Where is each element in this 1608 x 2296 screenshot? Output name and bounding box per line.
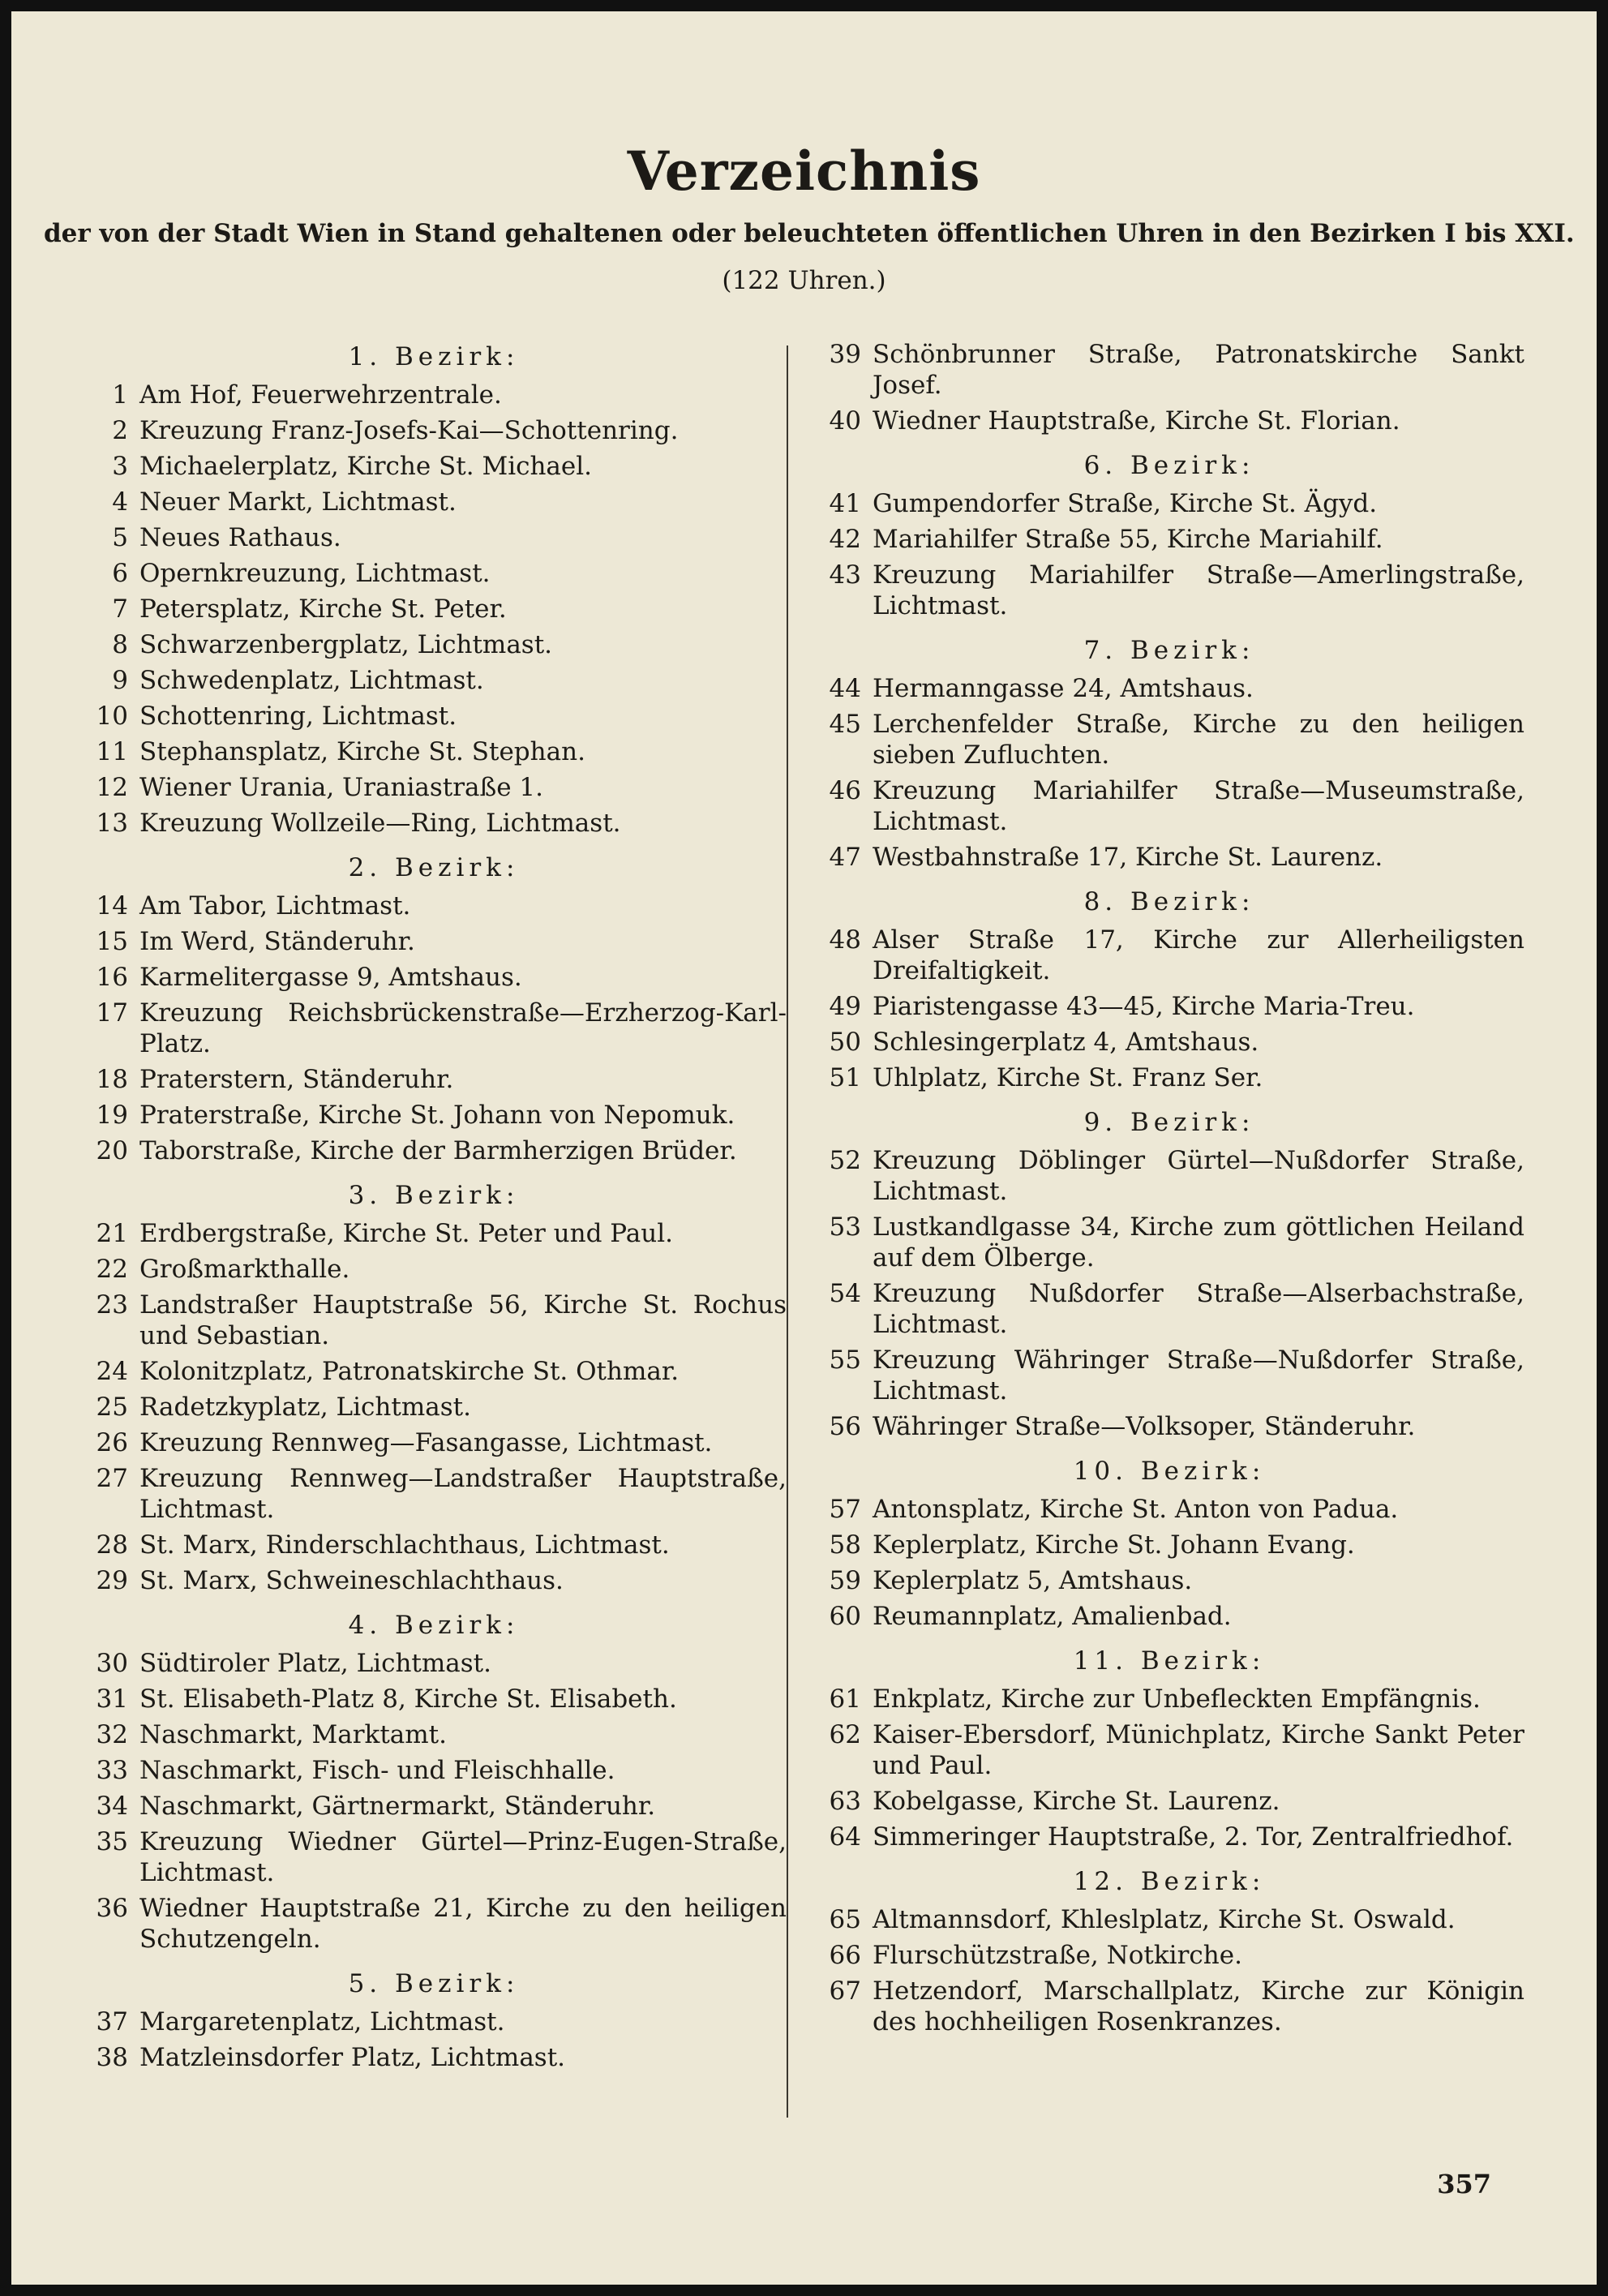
entry-text: Südtiroler Platz, Lichtmast. (139, 1649, 491, 1678)
entry-text: Schlesingerplatz 4, Amtshaus. (873, 1028, 1259, 1057)
entry-text: Reumannplatz, Amalienbad. (873, 1602, 1232, 1631)
entry-number: 56 (829, 1412, 861, 1441)
entry-text: Wiedner Hauptstraße, Kirche St. Florian. (873, 406, 1400, 436)
entry-text: Opernkreuzung, Lichtmast. (139, 559, 491, 588)
list-item (814, 1530, 1524, 1560)
entry-number: 17 (96, 998, 128, 1028)
district-heading: 10. Bezirk: (1073, 1457, 1266, 1486)
entry-number: 31 (96, 1684, 128, 1714)
page-title: Verzeichnis (627, 139, 981, 203)
list-item (81, 701, 787, 732)
entry-number: 51 (829, 1063, 861, 1092)
district-heading: 9. Bezirk: (1083, 1108, 1255, 1137)
list-item (81, 1356, 787, 1387)
entry-text: Naschmarkt, Marktamt. (139, 1720, 447, 1749)
entry-number: 7 (112, 594, 128, 624)
list-item (81, 736, 787, 767)
entry-text: Kreuzung Mariahilfer Straße—Amerlingstraße, Lichtmast. (873, 560, 1524, 620)
entry-text: Im Werd, Ständeruhr. (139, 927, 415, 956)
document-page (11, 11, 1597, 2285)
list-item (81, 1530, 787, 1560)
list-item (814, 1822, 1524, 1852)
entry-text: Altmannsdorf, Khleslplatz, Kirche St. Oswald. (873, 1905, 1456, 1934)
list-item (814, 1786, 1524, 1817)
entry-text: Lerchenfelder Straße, Kirche zu den heiligen sieben Zufluchten. (873, 710, 1524, 770)
entry-text: Kaiser-Ebersdorf, Münichplatz, Kirche Sankt Peter und Paul. (873, 1720, 1524, 1780)
entry-text: Schottenring, Lichtmast. (139, 702, 457, 731)
entry-text: Naschmarkt, Gärtnermarkt, Ständeruhr. (139, 1792, 656, 1821)
district-heading: 2. Bezirk: (348, 853, 520, 882)
list-item (81, 1254, 787, 1285)
entry-number: 52 (829, 1146, 861, 1175)
entry-text: Großmarkthalle. (139, 1255, 350, 1284)
entry-text: St. Elisabeth-Platz 8, Kirche St. Elisabeth. (139, 1684, 677, 1714)
list-item (81, 998, 787, 1059)
entry-text: Enkplatz, Kirche zur Unbefleckten Empfängnis. (873, 1684, 1481, 1714)
list-item (814, 339, 1524, 401)
entry-number: 11 (96, 737, 128, 766)
entry-number: 10 (96, 702, 128, 731)
entry-text: Flurschützstraße, Notkirche. (873, 1941, 1242, 1970)
entry-number: 25 (96, 1393, 128, 1422)
list-item (814, 925, 1524, 986)
entry-text: Naschmarkt, Fisch- und Fleischhalle. (139, 1756, 615, 1785)
entry-number: 13 (96, 809, 128, 838)
list-item (81, 962, 787, 993)
entry-text: Kolonitzplatz, Patronatskirche St. Othmar. (139, 1357, 680, 1386)
list-item (81, 1064, 787, 1095)
column-divider (787, 345, 788, 2118)
entry-number: 58 (829, 1530, 861, 1560)
entry-number: 34 (96, 1792, 128, 1821)
entry-number: 18 (96, 1065, 128, 1094)
entry-text: Hermanngasse 24, Amtshaus. (873, 674, 1254, 703)
entry-number: 36 (96, 1894, 128, 1923)
list-item (81, 1755, 787, 1786)
list-item (81, 1826, 787, 1888)
entry-text: Neuer Markt, Lichtmast. (139, 487, 457, 517)
list-item (814, 842, 1524, 873)
entry-text: Kreuzung Franz-Josefs-Kai—Schottenring. (139, 416, 679, 445)
entry-number: 60 (829, 1602, 861, 1631)
list-item (81, 522, 787, 553)
entry-text: Alser Straße 17, Kirche zur Allerheiligsten Dreifaltigkeit. (873, 925, 1524, 985)
list-item (81, 1100, 787, 1131)
right-column (814, 339, 1524, 2042)
entry-number: 49 (829, 992, 861, 1021)
entry-number: 5 (112, 523, 128, 552)
entry-number: 59 (829, 1566, 861, 1595)
entry-number: 39 (829, 340, 861, 369)
entry-number: 2 (112, 416, 128, 445)
entry-number: 35 (96, 1827, 128, 1856)
page-number: 357 (1437, 2169, 1491, 2199)
entry-number: 48 (829, 925, 861, 955)
entry-number: 57 (829, 1495, 861, 1524)
list-item (814, 1411, 1524, 1442)
list-item (81, 487, 787, 517)
entry-text: Kreuzung Nußdorfer Straße—Alserbachstraße, Lichtmast. (873, 1279, 1524, 1339)
list-item (814, 1345, 1524, 1406)
entry-text: Kreuzung Währinger Straße—Nußdorfer Straße, Lichtmast. (873, 1345, 1524, 1405)
left-column (81, 339, 787, 2078)
list-item (81, 665, 787, 696)
list-item (81, 1135, 787, 1166)
list-item (81, 1392, 787, 1423)
entry-text: Uhlplatz, Kirche St. Franz Ser. (873, 1063, 1263, 1092)
entry-number: 4 (112, 487, 128, 517)
list-item (81, 1893, 787, 1955)
list-item (81, 1719, 787, 1750)
entry-text: Erdbergstraße, Kirche St. Peter und Paul. (139, 1219, 673, 1248)
entry-text: Wiedner Hauptstraße 21, Kirche zu den heiligen Schutzengeln. (139, 1894, 787, 1954)
list-item (81, 891, 787, 921)
entry-text: Gumpendorfer Straße, Kirche St. Ägyd. (873, 489, 1378, 518)
clock-count: (122 Uhren.) (722, 266, 886, 295)
list-item (81, 1648, 787, 1679)
entry-number: 54 (829, 1279, 861, 1308)
entry-text: Piaristengasse 43—45, Kirche Maria-Treu. (873, 992, 1415, 1021)
list-item (81, 1290, 787, 1351)
list-item (814, 709, 1524, 770)
entry-number: 3 (112, 452, 128, 481)
entry-number: 43 (829, 560, 861, 590)
list-item (814, 991, 1524, 1022)
list-item (814, 1601, 1524, 1632)
entry-number: 61 (829, 1684, 861, 1714)
list-item (814, 524, 1524, 555)
list-item (81, 1565, 787, 1596)
list-item (81, 772, 787, 803)
entry-text: Schwarzenbergplatz, Lichtmast. (139, 630, 553, 659)
entry-text: Kreuzung Döblinger Gürtel—Nußdorfer Straße, Lichtmast. (873, 1146, 1524, 1206)
list-item (814, 1565, 1524, 1596)
entry-text: Hetzendorf, Marschallplatz, Kirche zur Königin des hochheiligen Rosenkranzes. (873, 1976, 1524, 2036)
entry-number: 19 (96, 1101, 128, 1130)
entry-text: Lustkandlgasse 34, Kirche zum göttlichen Heiland auf dem Ölberge. (873, 1212, 1524, 1272)
entry-text: Margaretenplatz, Lichtmast. (139, 2007, 505, 2036)
entry-number: 44 (829, 674, 861, 703)
entry-number: 32 (96, 1720, 128, 1749)
entry-number: 45 (829, 710, 861, 739)
district-heading: 11. Bezirk: (1073, 1646, 1266, 1676)
list-item (81, 558, 787, 589)
entry-text: Westbahnstraße 17, Kirche St. Laurenz. (873, 843, 1383, 872)
list-item (81, 2006, 787, 2037)
entry-text: Simmeringer Hauptstraße, 2. Tor, Zentralfriedhof. (873, 1822, 1514, 1852)
list-item (81, 1218, 787, 1249)
district-heading: 12. Bezirk: (1073, 1867, 1266, 1896)
list-item (81, 808, 787, 839)
list-item (814, 1940, 1524, 1971)
entry-number: 42 (829, 525, 861, 554)
entry-number: 38 (96, 2043, 128, 2072)
entry-number: 28 (96, 1530, 128, 1560)
list-item (81, 594, 787, 624)
entry-number: 41 (829, 489, 861, 518)
entry-number: 33 (96, 1756, 128, 1785)
entry-number: 6 (112, 559, 128, 588)
district-heading: 4. Bezirk: (348, 1611, 520, 1640)
entry-text: Landstraßer Hauptstraße 56, Kirche St. Rochus und Sebastian. (139, 1290, 787, 1350)
list-item (81, 415, 787, 446)
entry-text: Kreuzung Mariahilfer Straße—Museumstraße, Lichtmast. (873, 776, 1524, 836)
entry-text: St. Marx, Rinderschlachthaus, Lichtmast. (139, 1530, 670, 1560)
entry-text: Kobelgasse, Kirche St. Laurenz. (873, 1787, 1280, 1816)
entry-number: 14 (96, 891, 128, 921)
entry-number: 20 (96, 1136, 128, 1165)
list-item (814, 1684, 1524, 1714)
district-heading: 5. Bezirk: (348, 1969, 520, 1998)
entry-text: Kreuzung Wiedner Gürtel—Prinz-Eugen-Straße, Lichtmast. (139, 1827, 787, 1887)
entry-number: 21 (96, 1219, 128, 1248)
entry-text: Mariahilfer Straße 55, Kirche Mariahilf. (873, 525, 1383, 554)
list-item (814, 1904, 1524, 1935)
entry-number: 27 (96, 1464, 128, 1493)
entry-number: 16 (96, 963, 128, 992)
entry-text: St. Marx, Schweineschlachthaus. (139, 1566, 564, 1595)
list-item (814, 1278, 1524, 1340)
entry-text: Kreuzung Reichsbrückenstraße—Erzherzog-Karl-Platz. (139, 998, 787, 1058)
entry-number: 67 (829, 1976, 861, 2006)
entry-text: Antonsplatz, Kirche St. Anton von Padua. (873, 1495, 1399, 1524)
list-item (81, 380, 787, 410)
list-item (814, 1145, 1524, 1207)
entry-number: 46 (829, 776, 861, 805)
list-item (814, 673, 1524, 704)
entry-text: Karmelitergasse 9, Amtshaus. (139, 963, 522, 992)
list-item (814, 1062, 1524, 1093)
entry-number: 55 (829, 1345, 861, 1375)
entry-text: Schwedenplatz, Lichtmast. (139, 666, 484, 695)
list-item (81, 1463, 787, 1525)
entry-number: 22 (96, 1255, 128, 1284)
entry-text: Taborstraße, Kirche der Barmherzigen Brüder. (139, 1136, 737, 1165)
list-item (814, 775, 1524, 837)
entry-number: 37 (96, 2007, 128, 2036)
entry-text: Kreuzung Rennweg—Landstraßer Hauptstraße, Lichtmast. (139, 1464, 787, 1524)
list-item (814, 406, 1524, 436)
entry-number: 65 (829, 1905, 861, 1934)
entry-number: 29 (96, 1566, 128, 1595)
entry-text: Petersplatz, Kirche St. Peter. (139, 594, 507, 624)
district-heading: 6. Bezirk: (1083, 451, 1255, 480)
district-heading: 3. Bezirk: (348, 1181, 520, 1210)
list-item (81, 926, 787, 957)
entry-number: 24 (96, 1357, 128, 1386)
entry-text: Am Hof, Feuerwehrzentrale. (139, 380, 502, 410)
entry-text: Keplerplatz, Kirche St. Johann Evang. (873, 1530, 1355, 1560)
entry-text: Michaelerplatz, Kirche St. Michael. (139, 452, 593, 481)
entry-text: Schönbrunner Straße, Patronatskirche Sankt Josef. (873, 340, 1524, 400)
entry-number: 26 (96, 1428, 128, 1457)
entry-number: 64 (829, 1822, 861, 1852)
list-item (814, 560, 1524, 621)
entry-number: 30 (96, 1649, 128, 1678)
entry-number: 50 (829, 1028, 861, 1057)
entry-number: 63 (829, 1787, 861, 1816)
entry-number: 8 (112, 630, 128, 659)
entry-number: 40 (829, 406, 861, 436)
entry-number: 1 (112, 380, 128, 410)
entry-text: Neues Rathaus. (139, 523, 341, 552)
entry-text: Praterstern, Ständeruhr. (139, 1065, 454, 1094)
entry-number: 53 (829, 1212, 861, 1242)
entry-text: Keplerplatz 5, Amtshaus. (873, 1566, 1193, 1595)
entry-text: Wiener Urania, Uraniastraße 1. (139, 773, 543, 802)
list-item (81, 451, 787, 482)
list-item (81, 1791, 787, 1822)
list-item (81, 1427, 787, 1458)
entry-number: 66 (829, 1941, 861, 1970)
entry-number: 12 (96, 773, 128, 802)
entry-text: Stephansplatz, Kirche St. Stephan. (139, 737, 585, 766)
list-item (81, 629, 787, 660)
list-item (814, 1027, 1524, 1058)
entry-number: 23 (96, 1290, 128, 1320)
entry-text: Währinger Straße—Volksoper, Ständeruhr. (873, 1412, 1416, 1441)
page-subtitle: der von der Stadt Wien in Stand gehaltenen oder beleuchteten öffentlichen Uhren in den Bezirken I bis XXI. (44, 219, 1575, 248)
district-heading: 8. Bezirk: (1083, 887, 1255, 916)
list-item (814, 1719, 1524, 1781)
list-item (814, 1976, 1524, 2037)
list-item (81, 1684, 787, 1714)
entry-text: Radetzkyplatz, Lichtmast. (139, 1393, 471, 1422)
entry-number: 9 (112, 666, 128, 695)
district-heading: 7. Bezirk: (1083, 636, 1255, 665)
district-heading: 1. Bezirk: (348, 342, 520, 371)
entry-number: 15 (96, 927, 128, 956)
entry-text: Kreuzung Wollzeile—Ring, Lichtmast. (139, 809, 621, 838)
list-item (814, 1494, 1524, 1525)
list-item (814, 1212, 1524, 1273)
entry-text: Am Tabor, Lichtmast. (139, 891, 411, 921)
entry-text: Praterstraße, Kirche St. Johann von Nepomuk. (139, 1101, 735, 1130)
entry-text: Matzleinsdorfer Platz, Lichtmast. (139, 2043, 566, 2072)
entry-number: 47 (829, 843, 861, 872)
entry-number: 62 (829, 1720, 861, 1749)
list-item (814, 488, 1524, 519)
entry-text: Kreuzung Rennweg—Fasangasse, Lichtmast. (139, 1428, 713, 1457)
list-item (81, 2042, 787, 2073)
